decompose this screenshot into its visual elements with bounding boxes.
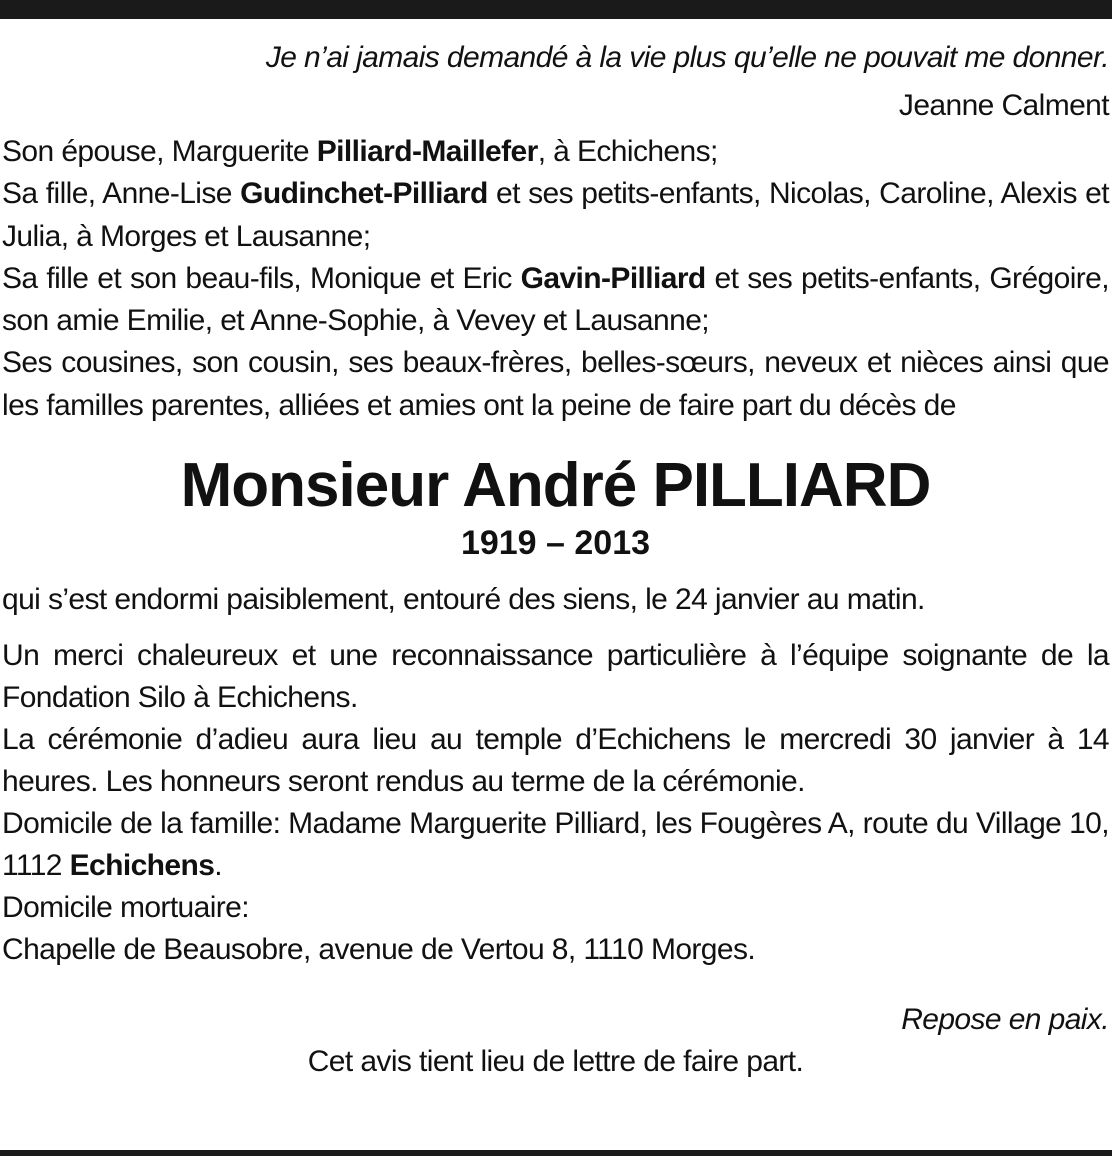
- domicile-text: Domicile de la famille: Madame Marguerite Pilliard, les Fougères A, route du Village 10, 1112: [2, 807, 1109, 883]
- domicile-text: .: [214, 849, 223, 883]
- top-border-rule: [0, 0, 1112, 19]
- family-text: Son épouse, Marguerite: [2, 135, 317, 168]
- family-announcement: [2, 131, 1109, 427]
- family-text: Sa fille, Anne-Lise: [2, 177, 241, 211]
- epigraph-quote: Je n’ai jamais demandé à la vie plus qu’elle ne pouvait me donner.: [265, 41, 1109, 74]
- details-block: [2, 635, 1109, 971]
- mortuary-label: Domicile mortuaire:: [2, 891, 249, 925]
- family-surname: Gavin-Pilliard: [520, 261, 706, 295]
- thanks-text: Un merci chaleureux et une reconnaissance particulière à l’équipe soignante de la Fondation Silo à Echichens.: [2, 639, 1109, 715]
- family-text: Sa fille et son beau-fils, Monique et Eric: [2, 261, 521, 295]
- family-text: Ses cousines, son cousin, ses beaux-frères, belles-sœurs, neveux et nièces ainsi que les familles parentes, alliées et amies ont la peine de faire part du décès de: [2, 346, 1109, 422]
- family-line: [2, 131, 1109, 173]
- family-text: , à Echichens;: [537, 135, 718, 168]
- domicile-town: Echichens: [69, 849, 215, 883]
- deceased-years: 1919 – 2013: [460, 524, 651, 563]
- bottom-border-rule: [0, 1150, 1112, 1156]
- family-domicile: [2, 803, 1109, 887]
- deceased-name: Monsieur André PILLIARD: [180, 451, 931, 521]
- notice-statement: Cet avis tient lieu de lettre de faire part.: [307, 1045, 804, 1079]
- family-line: [2, 342, 1109, 427]
- epigraph: [2, 34, 1109, 130]
- obituary-notice: [2, 34, 1109, 1083]
- family-line: [2, 258, 1109, 343]
- epigraph-author: Jeanne Calment: [898, 89, 1109, 122]
- family-surname: Gudinchet-Pilliard: [240, 177, 488, 211]
- rest-in-peace: Repose en paix.: [901, 1003, 1109, 1037]
- family-line: [2, 173, 1109, 258]
- family-surname: Pilliard-Maillefer: [316, 135, 538, 168]
- family-text: et ses petits-enfants, Grégoire, son amie Emilie, et Anne-Sophie, à Vevey et Lausanne;: [2, 261, 1109, 338]
- family-text: et ses petits-enfants, Nicolas, Caroline, Alexis et Julia, à Morges et Lausanne;: [2, 177, 1109, 253]
- ceremony-text: La cérémonie d’adieu aura lieu au temple d’Echichens le mercredi 30 janvier à 14 heures. Les honneurs seront rendus au terme de la cérémonie.: [2, 723, 1109, 799]
- mortuary-address: Chapelle de Beausobre, avenue de Vertou 8, 1110 Morges.: [2, 933, 756, 967]
- passing-statement: qui s’est endormi paisiblement, entouré des siens, le 24 janvier au matin.: [2, 583, 925, 617]
